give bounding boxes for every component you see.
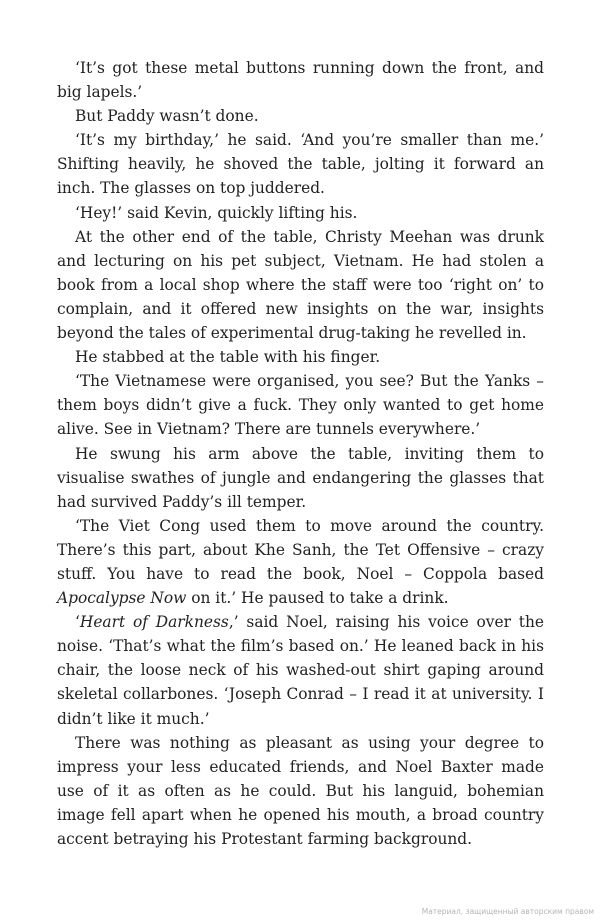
- paragraph: ‘The Vietnamese were organised, you see? But the Yanks – them boys didn’t give a fuck. They only wanted to get home alive. See in Vietnam? There are tunnels everywhere.’: [57, 372, 544, 439]
- text-run: ‘The Viet Cong used them to move around the country. There’s this part, about Khe Sanh, the Tet Offensive – crazy stuff. You have to read the book, Noel – Coppola based: [57, 516, 544, 583]
- text-run: ,’ said Noel, raising his voice over the noise. ‘That’s what the film’s based on.’ He leaned back in his chair, the loose neck of his washed-out shirt gaping around skeletal collarbones. ‘Joseph Conrad – I read it at university. I didn’t like it much.’: [57, 613, 544, 728]
- paragraph: [57, 514, 544, 610]
- paragraph: [57, 610, 544, 730]
- paragraph: ‘Hey!’ said Kevin, quickly lifting his.: [75, 203, 358, 222]
- paragraph: ‘It’s my birthday,’ he said. ‘And you’re smaller than me.’ Shifting heavily, he shoved the table, jolting it forward an inch. The glasses on top juddered.: [57, 131, 544, 198]
- copyright-watermark: Материал, защищенный авторским правом: [421, 907, 594, 916]
- film-title: Apocalypse Now: [57, 589, 187, 608]
- book-page-text: [57, 56, 544, 851]
- paragraph: He swung his arm above the table, inviting them to visualise swathes of jungle and endangering the glasses that had survived Paddy’s ill temper.: [57, 444, 544, 511]
- paragraph: But Paddy wasn’t done.: [75, 107, 259, 126]
- book-title: Heart of Darkness: [79, 613, 229, 632]
- paragraph: There was nothing as pleasant as using your degree to impress your less educated friends, and Noel Baxter made use of it as often as he could. But his languid, bohemian image fell apart when he opened his mouth, a broad country accent betraying his Protestant farming background.: [57, 733, 544, 848]
- text-run: ‘: [75, 613, 80, 632]
- paragraph: He stabbed at the table with his finger.: [75, 348, 381, 367]
- paragraph: At the other end of the table, Christy Meehan was drunk and lecturing on his pet subject, Vietnam. He had stolen a book from a local shop where the staff were too ‘right on’ to complain, and it offered new insights on the war, insights beyond the tales of experimental drug-taking he revelled in.: [57, 227, 544, 343]
- paragraph: ‘It’s got these metal buttons running down the front, and big lapels.’: [57, 59, 544, 102]
- text-run: on it.’ He paused to take a drink.: [186, 589, 449, 608]
